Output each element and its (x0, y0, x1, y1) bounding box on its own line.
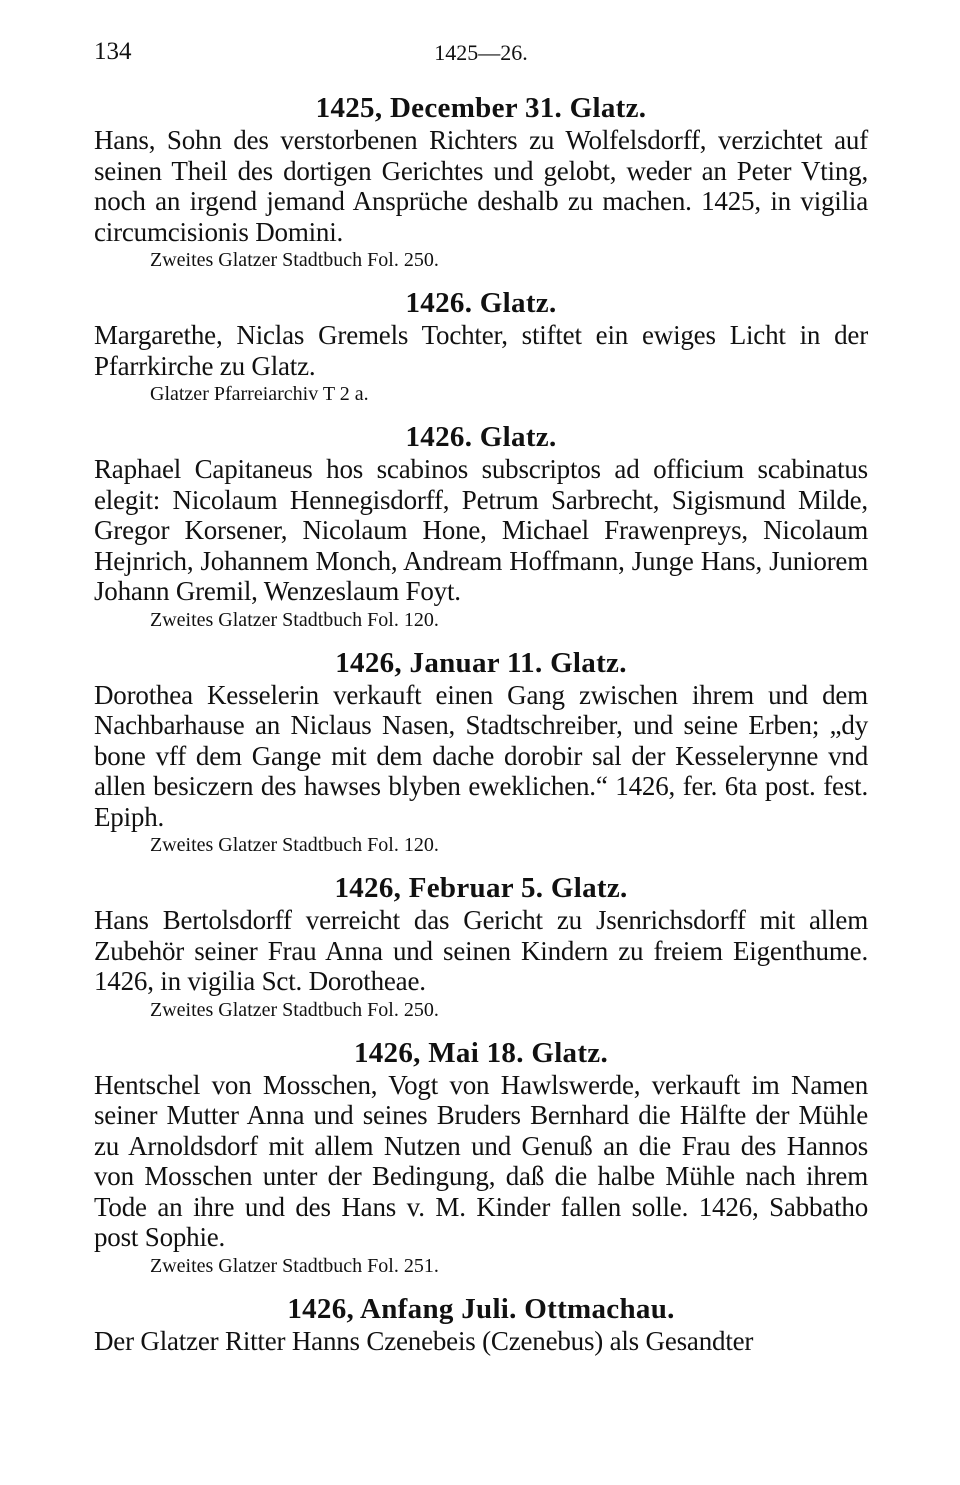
entry-source: Glatzer Pfarreiarchiv T 2 a. (150, 383, 369, 405)
entry-body: Hans, Sohn des verstorbenen Richters zu Wolfelsdorff, verzichtet auf seinen Theil des dortigen Gerichtes und gelobt, weder an Peter Vting, noch an irgend jemand Ansprüche deshalb zu machen. 1425, in vigilia circumcisionis Domini. (94, 125, 868, 247)
entry-body: Hentschel von Mosschen, Vogt von Hawlswerde, verkauft im Namen seiner Mutter Anna und seines Bruders Bernhard die Hälfte der Mühle zu Arnoldsdorf mit allem Nutzen und Genuß an die Frau des Hannos von Mosschen unter der Bedingung, daß die halbe Mühle nach ihrem Tode an ihre und des Hans v. M. Kinder fallen solle. 1426, Sabbatho post Sophie. (94, 1069, 868, 1252)
entry (94, 1293, 868, 1357)
entry-source: Zweites Glatzer Stadtbuch Fol. 250. (150, 998, 439, 1021)
entry-source: Zweites Glatzer Stadtbuch Fol. 251. (150, 1254, 439, 1277)
entry (94, 287, 868, 406)
entry-heading: 1426, Januar 11. Glatz. (335, 646, 627, 679)
entry-body: Dorothea Kesselerin verkauft einen Gang zwischen ihrem und dem Nachbarhause an Niclaus Nasen, Stadtschreiber, und seine Erben; „dy bone vff dem Gange mit dem dache dorobir sal der Kesselerynne vnd allen besiczern des hawses blyben eweklichen.“ 1426, fer. 6ta post. fest. Epiph. (94, 679, 868, 832)
entry-source: Zweites Glatzer Stadtbuch Fol. 120. (150, 608, 439, 631)
entry-heading: 1425, December 31. Glatz. (315, 92, 647, 124)
entry-body: Der Glatzer Ritter Hanns Czenebeis (Czenebus) als Gesandter (94, 1325, 754, 1356)
entry (94, 647, 868, 858)
entry-source: Zweites Glatzer Stadtbuch Fol. 250. (150, 249, 439, 271)
entry-heading: 1426, Anfang Juli. Ottmachau. (287, 1292, 675, 1325)
entry (94, 1037, 868, 1278)
entry-body: Hans Bertolsdorff verreicht das Gericht zu Jsenrichsdorff mit allem Zubehör seiner Frau Anna und seinen Kindern zu freiem Eigenthume. 1426, in vigilia Sct. Dorotheae. (94, 905, 868, 996)
entry-source: Zweites Glatzer Stadtbuch Fol. 120. (150, 834, 439, 856)
entry-heading: 1426. Glatz. (405, 287, 557, 319)
entries (94, 92, 868, 1371)
entry-body: Raphael Capitaneus hos scabinos subscriptos ad officium scabinatus elegit: Nicolaum Hennegisdorff, Petrum Sarbrecht, Sigismund Milde, Gregor Korsener, Nicolaum Hone, Michael Frawenpreys, Nicolaum Hejnrich, Johannem Monch, Andream Hoffmann, Junge Hans, Juniorem Johann Gremil, Wenzeslaum Foyt. (94, 454, 868, 606)
running-title: 1425—26. (434, 40, 528, 65)
entry-body: Margarethe, Niclas Gremels Tochter, stiftet ein ewiges Licht in der Pfarrkirche zu Glatz. (94, 320, 868, 381)
page-number: 134 (94, 38, 132, 65)
running-head (94, 38, 868, 72)
entry-heading: 1426, Februar 5. Glatz. (334, 872, 628, 904)
entry (94, 92, 868, 272)
entry (94, 421, 868, 632)
entry-heading: 1426, Mai 18. Glatz. (353, 1036, 609, 1069)
entry-heading: 1426. Glatz. (405, 421, 557, 453)
entry (94, 872, 868, 1022)
